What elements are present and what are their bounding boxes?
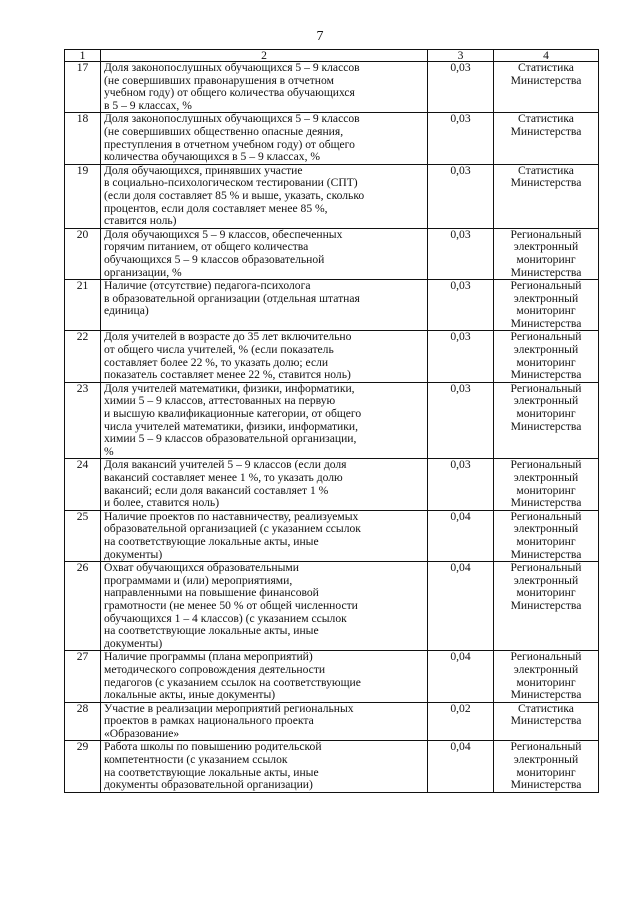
row-number-cell: 23 [65, 382, 101, 459]
source-cell [494, 562, 599, 651]
source-text-line: мониторинг [516, 675, 576, 689]
table-row [65, 382, 599, 459]
indicator-cell [101, 702, 428, 741]
indicator-text-line: на соответствующие локальные акты, иные [104, 624, 319, 638]
indicator-cell [101, 459, 428, 510]
indicator-text-line: Доля учителей математики, физики, информатики, [104, 381, 355, 395]
indicator-cell [101, 741, 428, 792]
indicator-text-line: направленными на повышение финансовой [104, 586, 319, 600]
weight-cell: 0,04 [428, 651, 494, 702]
indicator-cell [101, 164, 428, 228]
source-cell [494, 651, 599, 702]
source-text-line: Региональный [510, 381, 582, 395]
indicator-text-line: и более, ставится ноль) [104, 496, 220, 510]
indicator-cell [101, 280, 428, 331]
indicator-text-line: организации, % [104, 265, 182, 279]
indicator-cell [101, 331, 428, 382]
indicator-text-line: Охват обучающихся образовательными [104, 561, 299, 575]
criteria-table [64, 49, 599, 793]
header-cell-number: 1 [65, 50, 101, 62]
indicator-cell [101, 382, 428, 459]
row-number-cell: 27 [65, 651, 101, 702]
indicator-text-line: вакансий составляет менее 1 %, то указать долю [104, 471, 343, 484]
indicator-text-line: и высшую квалификационные категории, от общего [104, 407, 362, 421]
weight-cell: 0,03 [428, 280, 494, 331]
source-text-line: Министерства [510, 73, 582, 87]
table-header-row [65, 50, 599, 62]
indicator-cell [101, 113, 428, 164]
indicator-text-line: вакансий; если доля вакансий составляет 1 % [104, 483, 329, 497]
weight-cell: 0,03 [428, 228, 494, 279]
source-text-line: Региональный [510, 279, 582, 293]
indicator-text-line: Наличие (отсутствие) педагога-психолога [104, 279, 311, 293]
source-text-line: Министерства [510, 714, 582, 728]
source-text-line: Статистика [518, 163, 574, 177]
indicator-text-line: (не совершивших правонарушения в отчетном [104, 73, 334, 87]
row-number-cell: 25 [65, 510, 101, 561]
table-row [65, 113, 599, 164]
header-cell-weight: 3 [428, 50, 494, 62]
indicator-text-line: грамотности (не менее 50 % от общей численности [104, 598, 358, 612]
indicator-text-line: числа учителей математики, физики, информатики, [104, 419, 358, 433]
source-text-line: электронный [513, 343, 579, 357]
source-text-line: Министерства [510, 124, 582, 138]
source-cell [494, 164, 599, 228]
weight-cell: 0,04 [428, 510, 494, 561]
header-cell-indicator: 2 [101, 50, 428, 62]
source-text-line: Статистика [518, 701, 574, 715]
indicator-cell [101, 651, 428, 702]
indicator-text-line: (не совершивших общественно опасные деяния, [104, 124, 344, 138]
weight-cell: 0,03 [428, 331, 494, 382]
indicator-text-line: проектов в рамках национального проекта [104, 714, 314, 728]
weight-cell: 0,03 [428, 382, 494, 459]
row-number-cell: 19 [65, 164, 101, 228]
source-text-line: мониторинг [516, 304, 576, 318]
indicator-text-line: в 5 – 9 классах, % [104, 98, 192, 112]
indicator-text-line: химии 5 – 9 классов, аттестованных на первую [104, 394, 336, 408]
source-text-line: Министерства [510, 368, 582, 382]
table-row [65, 741, 599, 792]
indicator-text-line: составляет более 22 %, то указать долю; если [104, 355, 329, 369]
table-row [65, 562, 599, 651]
table-row [65, 164, 599, 228]
source-text-line: электронный [513, 240, 579, 254]
table-row [65, 510, 599, 561]
indicator-text-line: количества обучающихся в 5 – 9 классах, % [104, 150, 321, 164]
source-cell [494, 741, 599, 792]
source-text-line: Региональный [510, 740, 582, 754]
source-text-line: электронный [513, 394, 579, 408]
source-text-line: мониторинг [516, 407, 576, 421]
indicator-text-line: единица) [104, 304, 149, 318]
indicator-cell [101, 228, 428, 279]
indicator-text-line: Доля законопослушных обучающихся 5 – 9 классов [104, 112, 360, 126]
page-number: 7 [316, 29, 324, 44]
source-text-line: Министерства [510, 176, 582, 190]
source-text-line: электронный [513, 753, 579, 767]
table-row [65, 62, 599, 113]
indicator-text-line: Доля обучающихся, принявших участие [104, 163, 303, 177]
weight-cell: 0,03 [428, 164, 494, 228]
source-text-line: Министерства [510, 598, 582, 612]
indicator-text-line: % [104, 444, 114, 458]
indicator-text-line: обучающихся 1 – 4 классов) (с указанием ссылок [104, 611, 347, 625]
source-cell [494, 702, 599, 741]
source-text-line: Министерства [510, 419, 582, 433]
source-text-line: Региональный [510, 650, 582, 664]
source-text-line: Региональный [510, 561, 582, 575]
indicator-text-line: на соответствующие локальные акты, иные [104, 534, 319, 548]
source-text-line: Региональный [510, 458, 582, 472]
row-number-cell: 28 [65, 702, 101, 741]
weight-cell: 0,04 [428, 741, 494, 792]
table-body [65, 62, 599, 793]
indicator-cell [101, 62, 428, 113]
source-cell [494, 280, 599, 331]
source-text-line: Министерства [510, 778, 582, 792]
weight-cell: 0,03 [428, 459, 494, 510]
row-number-cell: 29 [65, 741, 101, 792]
table-row [65, 228, 599, 279]
row-number-cell: 22 [65, 331, 101, 382]
indicator-text-line: процентов, если доля составляет менее 85 %, [104, 201, 328, 215]
indicator-text-line: горячим питанием, от общего количества [104, 240, 309, 254]
indicator-text-line: образовательной организацией (с указанием ссылок [104, 522, 361, 536]
row-number-cell: 26 [65, 562, 101, 651]
row-number-cell: 17 [65, 62, 101, 113]
source-cell [494, 62, 599, 113]
source-text-line: Региональный [510, 330, 582, 344]
weight-cell: 0,03 [428, 62, 494, 113]
table-row [65, 331, 599, 382]
indicator-text-line: учебном году) от общего количества обучающихся [104, 86, 355, 100]
source-cell [494, 510, 599, 561]
indicator-text-line: локальные акты, иные документы) [104, 688, 276, 702]
source-cell [494, 113, 599, 164]
table-row [65, 459, 599, 510]
row-number-cell: 20 [65, 228, 101, 279]
source-text-line: Министерства [510, 688, 582, 702]
source-text-line: Министерства [510, 265, 582, 279]
indicator-text-line: методического сопровождения деятельности [104, 662, 326, 676]
indicator-text-line: «Образование» [104, 726, 180, 740]
source-text-line: мониторинг [516, 355, 576, 369]
indicator-cell [101, 562, 428, 651]
indicator-text-line: (если доля составляет 85 % и выше, указать, сколько [104, 188, 365, 202]
weight-cell: 0,03 [428, 113, 494, 164]
source-cell [494, 331, 599, 382]
indicator-text-line: преступления в отчетном учебном году) от общего [104, 137, 355, 151]
indicator-text-line: документы) [104, 547, 163, 561]
indicator-text-line: от общего числа учителей, % (если показатель [104, 343, 334, 357]
source-text-line: электронный [513, 662, 579, 676]
indicator-cell [101, 510, 428, 561]
row-number-cell: 21 [65, 280, 101, 331]
indicator-text-line: Доля вакансий учителей 5 – 9 классов (если доля [104, 458, 347, 472]
indicator-text-line: ставится ноль) [104, 214, 177, 228]
source-text-line: Статистика [518, 112, 574, 126]
source-text-line: мониторинг [516, 586, 576, 600]
indicator-text-line: Доля учителей в возрасте до 35 лет включительно [104, 330, 352, 344]
source-text-line: мониторинг [516, 765, 576, 779]
source-text-line: мониторинг [516, 534, 576, 548]
source-text-line: мониторинг [516, 483, 576, 497]
row-number-cell: 24 [65, 459, 101, 510]
source-text-line: мониторинг [516, 252, 576, 266]
weight-cell: 0,04 [428, 562, 494, 651]
indicator-text-line: документы) [104, 636, 163, 650]
table-row [65, 280, 599, 331]
weight-cell: 0,02 [428, 702, 494, 741]
source-text-line: Региональный [510, 227, 582, 241]
table-row [65, 651, 599, 702]
source-text-line: электронный [513, 573, 579, 587]
indicator-text-line: Наличие программы (плана мероприятий) [104, 650, 313, 664]
source-text-line: Министерства [510, 496, 582, 510]
indicator-text-line: химии 5 – 9 классов образовательной организации, [104, 432, 357, 446]
source-text-line: Министерства [510, 316, 582, 330]
row-number-cell: 18 [65, 113, 101, 164]
indicator-text-line: документы образовательной организации) [104, 778, 313, 792]
source-text-line: электронный [513, 522, 579, 536]
indicator-text-line: в образовательной организации (отдельная штатная [104, 291, 360, 305]
indicator-text-line: педагогов (с указанием ссылок на соответствующие [104, 675, 361, 689]
indicator-text-line: Участие в реализации мероприятий региональных [104, 701, 354, 715]
source-text-line: электронный [513, 471, 579, 484]
indicator-text-line: Работа школы по повышению родительской [104, 740, 322, 754]
source-cell [494, 228, 599, 279]
indicator-text-line: обучающихся 5 – 9 классов образовательной [104, 252, 325, 266]
source-text-line: Министерства [510, 547, 582, 561]
source-text-line: электронный [513, 291, 579, 305]
indicator-text-line: Доля законопослушных обучающихся 5 – 9 классов [104, 61, 360, 74]
source-cell [494, 459, 599, 510]
indicator-text-line: компетентности (с указанием ссылок [104, 753, 288, 767]
header-cell-source: 4 [494, 50, 599, 62]
source-text-line: Региональный [510, 509, 582, 523]
indicator-text-line: показатель составляет менее 22 %, ставится ноль) [104, 368, 351, 382]
indicator-text-line: в социально-психологическом тестировании (СПТ) [104, 176, 358, 190]
source-text-line: Статистика [518, 61, 574, 74]
source-cell [494, 382, 599, 459]
indicator-text-line: программами и (или) мероприятиями, [104, 573, 293, 587]
indicator-text-line: на соответствующие локальные акты, иные [104, 765, 319, 779]
indicator-text-line: Наличие проектов по наставничеству, реализуемых [104, 509, 359, 523]
table-row [65, 702, 599, 741]
indicator-text-line: Доля обучающихся 5 – 9 классов, обеспеченных [104, 227, 343, 241]
